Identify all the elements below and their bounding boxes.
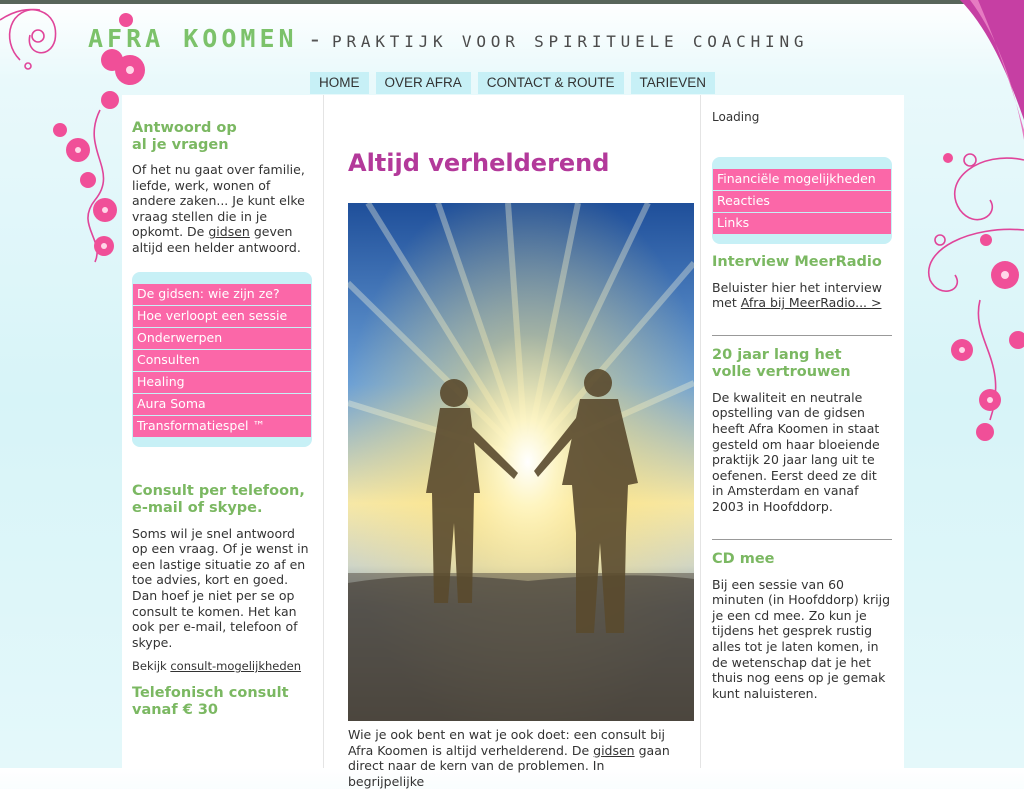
intro-title-line-1: Antwoord op [132, 120, 237, 136]
sunset-couple-photo [348, 203, 694, 721]
site-tagline: PRAKTIJK VOOR SPIRITUELE COACHING [332, 32, 809, 51]
menu-item-aura-soma[interactable]: Aura Soma [133, 394, 311, 415]
intro-title-line-2: al je vragen [132, 137, 229, 153]
telefonisch-title-line-1: Telefonisch consult [132, 684, 289, 701]
cd-title: CD mee [712, 550, 775, 567]
divider [712, 539, 892, 540]
left-sidebar [132, 120, 312, 719]
divider [712, 335, 892, 336]
menu-item-de-gidsen[interactable]: De gidsen: wie zijn ze? [133, 284, 311, 305]
bekijk-label: Bekijk [132, 659, 167, 674]
interview-title: Interview MeerRadio [712, 253, 882, 270]
flower-decoration-right-icon [900, 0, 1024, 460]
menu-item-reacties[interactable]: Reacties [713, 191, 891, 212]
consult-title [132, 483, 312, 517]
intro-paragraph [348, 727, 673, 789]
main-text-part-1: Wie je ook bent en wat je ook doet: een consult bij Afra Koomen is altijd verhelderend. De [348, 727, 666, 758]
sunset-photo-image [348, 203, 694, 721]
bekijk-line [132, 659, 312, 675]
top-border [0, 0, 1024, 4]
consult-title-line-2: e-mail of skype. [132, 499, 263, 516]
left-menu [132, 272, 312, 447]
nav-contact-route[interactable]: CONTACT & ROUTE [478, 72, 624, 94]
twenty-years-title-line-2: volle vertrouwen [712, 363, 851, 380]
intro-text-part-1: Of het nu gaat over familie, liefde, werk, wonen of andere zaken... Je kunt elke vraag stellen die in je opkomt. De [132, 162, 305, 240]
cd-text: Bij een sessie van 60 minuten (in Hoofddorp) krijg je een cd mee. Zo kun je tijdens het gesprek rustig alles tot je laten komen, in de wetenschap dat je het thuis nog eens op je gemak kunt naluisteren. [712, 576, 891, 701]
intro-text [132, 162, 312, 256]
right-menu [712, 157, 892, 244]
telefonisch-title-line-2: vanaf € 30 [132, 701, 219, 718]
twenty-years-text: De kwaliteit en neutrale opstelling van de gidsen heeft Afra Koomen in staat gesteld om haar bloeiende praktijk 20 jaar lang uit te oefenen. Eerst deed ze dit in Amsterdam en vanaf 2003 in Hoofddorp. [712, 389, 880, 514]
menu-item-links[interactable]: Links [713, 213, 891, 234]
intro-text-part-2: geven altijd een helder antwoord. [132, 224, 301, 255]
brand-name[interactable]: AFRA KOOMEN [88, 24, 298, 53]
twenty-years-title-line-1: 20 jaar lang het [712, 346, 842, 363]
nav-tarieven[interactable]: TARIEVEN [631, 72, 716, 94]
telefonisch-title [132, 685, 312, 719]
consult-mogelijkheden-link[interactable]: consult-mogelijkheden [170, 659, 302, 674]
title-separator: - [307, 25, 323, 53]
right-sidebar [712, 110, 892, 701]
site-title[interactable] [88, 24, 808, 53]
interview-text [712, 280, 892, 311]
page-title: Altijd verhelderend [348, 149, 610, 177]
interview-text-label: Beluister hier het interview met [712, 279, 882, 311]
consult-title-line-1: Consult per telefoon, [132, 482, 305, 499]
menu-item-healing[interactable]: Healing [133, 372, 311, 393]
main-column [323, 95, 701, 789]
menu-item-consulten[interactable]: Consulten [133, 350, 311, 371]
main-text-part-2: gaan direct naar de kern van de problemen. In begrijpelijke [348, 742, 670, 789]
consult-text: Soms wil je snel antwoord op een vraag. Of je wenst in een lastige situatie zo af en toe advies, kort en goed. Dan hoef je niet per se op consult te komen. Het kan ook per e-mail, telefoon of skype. [132, 525, 309, 650]
content-panel [122, 95, 904, 789]
nav-home[interactable]: HOME [310, 72, 369, 94]
menu-item-onderwerpen[interactable]: Onderwerpen [133, 328, 311, 349]
intro-title [132, 120, 312, 154]
twenty-years-title [712, 347, 892, 381]
loading-text: Loading [712, 110, 760, 124]
meerradio-link[interactable]: Afra bij MeerRadio... > [740, 295, 882, 311]
menu-item-hoe-verloopt[interactable]: Hoe verloopt een sessie [133, 306, 311, 327]
nav-over-afra[interactable]: OVER AFRA [376, 72, 471, 94]
main-nav [310, 72, 715, 94]
menu-item-transformatiespel[interactable]: Transformatiespel ™ [133, 416, 311, 437]
gidsen-link[interactable]: gidsen [208, 224, 250, 240]
main-gidsen-link[interactable]: gidsen [593, 742, 635, 758]
menu-item-financiele[interactable]: Financiële mogelijkheden [713, 169, 891, 190]
